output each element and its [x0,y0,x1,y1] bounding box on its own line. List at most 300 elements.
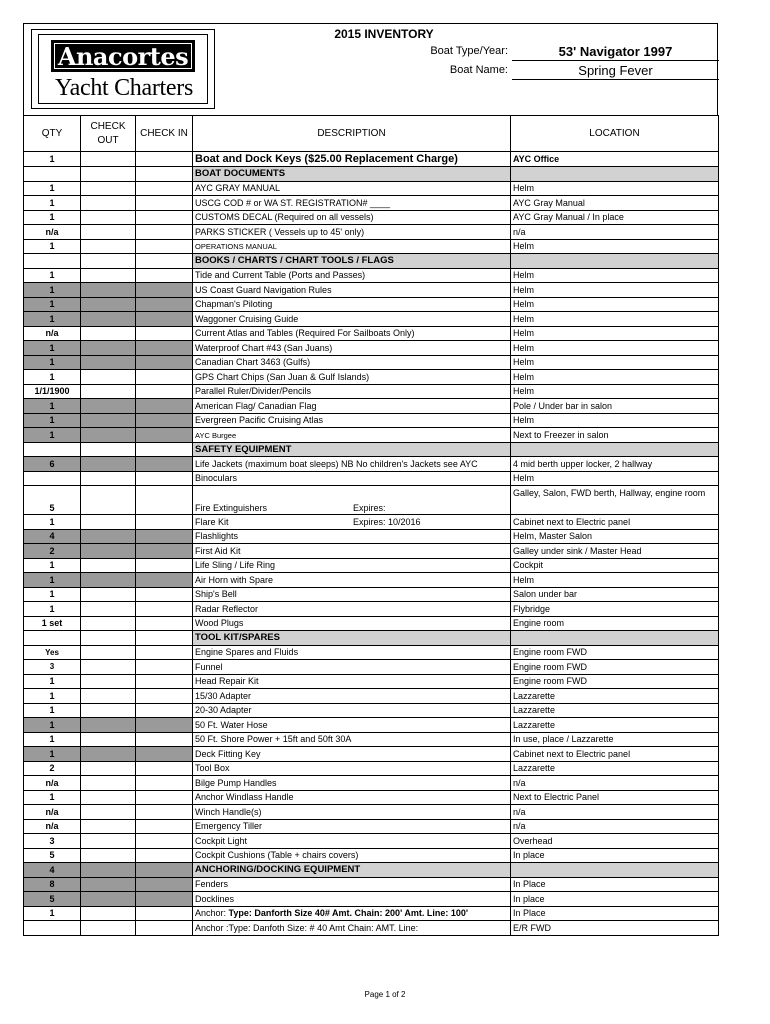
description-cell [193,515,511,530]
boat-name-value[interactable]: Spring Fever [512,62,719,80]
qty-cell: 1 [24,297,81,312]
section-header-row [24,254,719,269]
check-out-cell[interactable] [81,732,136,747]
check-out-cell[interactable] [81,587,136,602]
check-out-cell[interactable] [81,848,136,863]
inventory-row [24,268,719,283]
check-out-cell[interactable] [81,225,136,240]
check-out-cell[interactable] [81,399,136,414]
location-cell: Engine room FWD [511,645,719,660]
qty-cell: 1/1/1900 [24,384,81,399]
qty-cell: 1 [24,674,81,689]
check-in-cell[interactable] [136,312,193,327]
check-in-cell[interactable] [136,892,193,907]
location-cell [511,863,719,878]
check-out-cell[interactable] [81,602,136,617]
qty-cell: 1 [24,312,81,327]
location-cell: Helm [511,268,719,283]
inventory-row [24,544,719,559]
description-cell [193,877,511,892]
qty-cell: 1 [24,268,81,283]
column-header-description: DESCRIPTION [193,116,511,152]
check-in-cell[interactable] [136,355,193,370]
location-cell: Lazzarette [511,703,719,718]
check-in-cell[interactable] [136,674,193,689]
inventory-row [24,645,719,660]
qty-cell [24,471,81,486]
check-in-cell[interactable] [136,196,193,211]
check-in-cell[interactable] [136,515,193,530]
check-in-cell[interactable] [136,529,193,544]
check-in-cell[interactable] [136,848,193,863]
qty-cell [24,921,81,936]
location-cell: Galley, Salon, FWD berth, Hallway, engine room [511,486,719,515]
check-in-cell[interactable] [136,834,193,849]
item-description: Waterproof Chart #43 (San Juans) [195,342,333,353]
check-in-cell[interactable] [136,413,193,428]
check-out-cell[interactable] [81,674,136,689]
location-cell: Cabinet next to Electric panel [511,747,719,762]
check-out-cell[interactable] [81,747,136,762]
location-cell: Lazzarette [511,718,719,733]
check-in-cell[interactable] [136,167,193,182]
check-out-cell[interactable] [81,413,136,428]
description-cell [193,776,511,791]
check-out-cell[interactable] [81,326,136,341]
check-in-cell[interactable] [136,225,193,240]
qty-cell: 6 [24,457,81,472]
qty-cell: 1 [24,602,81,617]
location-cell: Helm [511,283,719,298]
check-out-cell[interactable] [81,863,136,878]
check-out-cell[interactable] [81,239,136,254]
check-out-cell[interactable] [81,819,136,834]
item-description: Binoculars [195,473,238,484]
check-out-cell[interactable] [81,616,136,631]
check-in-cell[interactable] [136,297,193,312]
description-cell [193,413,511,428]
check-out-cell[interactable] [81,877,136,892]
item-description: Cockpit Cushions (Table + chairs covers) [195,850,359,861]
check-in-cell[interactable] [136,558,193,573]
item-description: GPS Chart Chips (San Juan & Gulf Islands) [195,371,370,382]
check-out-cell[interactable] [81,341,136,356]
check-in-cell[interactable] [136,776,193,791]
description-cell [193,297,511,312]
check-in-cell[interactable] [136,428,193,443]
inventory-row [24,239,719,254]
inventory-row [24,732,719,747]
description-cell [193,181,511,196]
location-cell: Next to Freezer in salon [511,428,719,443]
check-out-cell[interactable] [81,196,136,211]
check-in-cell[interactable] [136,254,193,269]
check-in-cell[interactable] [136,399,193,414]
item-description: Flashlights [195,531,239,542]
check-in-cell[interactable] [136,689,193,704]
location-cell: Helm [511,341,719,356]
description-cell [193,225,511,240]
check-out-cell[interactable] [81,660,136,675]
location-cell: In Place [511,906,719,921]
boat-type-value[interactable]: 53' Navigator 1997 [512,43,719,61]
check-out-cell[interactable] [81,384,136,399]
column-header-qty: QTY [24,116,81,152]
check-out-cell[interactable] [81,892,136,907]
item-description: Emergency Tiller [195,821,263,832]
qty-cell: 1 [24,703,81,718]
inventory-row [24,384,719,399]
check-in-cell[interactable] [136,486,193,515]
inventory-row [24,558,719,573]
check-in-cell[interactable] [136,732,193,747]
location-cell: Helm [511,181,719,196]
check-in-cell[interactable] [136,863,193,878]
location-cell: AYC Gray Manual [511,196,719,211]
location-cell: Engine room FWD [511,660,719,675]
item-description: Current Atlas and Tables (Required For Sailboats Only) [195,328,415,339]
item-description: Fire Extinguishers [195,503,268,513]
inventory-row [24,196,719,211]
description-cell [193,558,511,573]
item-description: Waggoner Cruising Guide [195,313,299,324]
check-in-cell[interactable] [136,602,193,617]
item-description: Tool Box [195,763,230,774]
qty-cell: 1 [24,573,81,588]
inventory-row [24,529,719,544]
section-header-row [24,863,719,878]
inventory-row [24,747,719,762]
check-in-cell[interactable] [136,239,193,254]
item-description: Radar Reflector [195,603,259,614]
description-cell [193,732,511,747]
check-out-cell[interactable] [81,906,136,921]
qty-cell: 1 [24,587,81,602]
item-description: Evergreen Pacific Cruising Atlas [195,415,324,426]
item-description: Anchor :Type: Danfoth Size: # 40 Amt Chain: AMT. Line: [195,922,419,933]
check-out-cell[interactable] [81,355,136,370]
location-cell: Helm [511,355,719,370]
item-description: PARKS STICKER ( Vessels up to 45' only) [195,226,365,237]
location-cell: Helm [511,471,719,486]
item-description: American Flag/ Canadian Flag [195,400,317,411]
inventory-row [24,761,719,776]
check-in-cell[interactable] [136,457,193,472]
description-cell [193,602,511,617]
check-in-cell[interactable] [136,703,193,718]
inventory-sheet [23,23,718,936]
check-out-cell[interactable] [81,457,136,472]
description-cell [193,457,511,472]
location-cell: In Place [511,877,719,892]
item-description-detail: Type: Danforth Size 40# Amt. Chain: 200' Amt. Line: 100' [228,908,469,919]
item-description: AYC Burgee [195,430,237,440]
location-cell: Helm [511,413,719,428]
item-description: Engine Spares and Fluids [195,647,299,658]
qty-cell: 2 [24,544,81,559]
check-out-cell[interactable] [81,152,136,167]
location-cell [511,442,719,457]
check-in-cell[interactable] [136,790,193,805]
inventory-row [24,587,719,602]
check-in-cell[interactable] [136,645,193,660]
table-header-row [24,116,719,152]
qty-cell [24,167,81,182]
check-in-cell[interactable] [136,660,193,675]
location-cell: E/R FWD [511,921,719,936]
check-in-cell[interactable] [136,805,193,820]
check-in-cell[interactable] [136,718,193,733]
inventory-row [24,892,719,907]
check-in-cell[interactable] [136,819,193,834]
check-out-cell[interactable] [81,790,136,805]
location-cell: Lazzarette [511,689,719,704]
check-out-cell[interactable] [81,210,136,225]
inventory-row [24,515,719,530]
description-cell [193,645,511,660]
location-cell: Pole / Under bar in salon [511,399,719,414]
check-out-cell[interactable] [81,558,136,573]
location-cell: Galley under sink / Master Head [511,544,719,559]
qty-cell: 1 set [24,616,81,631]
check-out-cell[interactable] [81,268,136,283]
check-out-cell[interactable] [81,529,136,544]
section-title: BOOKS / CHARTS / CHART TOOLS / FLAGS [193,254,511,269]
check-out-cell[interactable] [81,428,136,443]
qty-cell: 3 [24,660,81,675]
check-out-cell[interactable] [81,805,136,820]
description-cell [193,326,511,341]
check-out-cell[interactable] [81,631,136,646]
column-header-check-out: CHECK OUT [81,116,136,152]
check-out-cell[interactable] [81,544,136,559]
check-in-cell[interactable] [136,747,193,762]
description-cell [193,341,511,356]
location-cell: n/a [511,805,719,820]
location-cell: Flybridge [511,602,719,617]
expiration-label: Expires: [353,503,386,513]
qty-cell: 5 [24,892,81,907]
inventory-row [24,660,719,675]
inventory-row [24,428,719,443]
check-in-cell[interactable] [136,471,193,486]
location-cell: n/a [511,819,719,834]
qty-cell: n/a [24,805,81,820]
description-cell [193,790,511,805]
description-cell [193,921,511,936]
inventory-row [24,471,719,486]
qty-cell: 1 [24,283,81,298]
description-cell [193,471,511,486]
section-title: ANCHORING/DOCKING EQUIPMENT [193,863,511,878]
check-out-cell[interactable] [81,442,136,457]
boat-name-label: Boat Name: [449,64,508,76]
inventory-row [24,921,719,936]
check-in-cell[interactable] [136,341,193,356]
check-out-cell[interactable] [81,283,136,298]
item-description: Cockpit Light [195,835,248,846]
check-in-cell[interactable] [136,587,193,602]
location-cell [511,167,719,182]
item-description: CUSTOMS DECAL (Required on all vessels) [195,212,374,223]
item-description-prefix: Anchor: [195,908,229,919]
item-description: Life Jackets (maximum boat sleeps) NB No children's Jackets see AYC [195,458,478,469]
check-out-cell[interactable] [81,471,136,486]
logo-wordmark-bottom: Yacht Charters [54,75,193,101]
check-out-cell[interactable] [81,515,136,530]
inventory-row [24,834,719,849]
check-out-cell[interactable] [81,921,136,936]
inventory-row [24,225,719,240]
section-title: SAFETY EQUIPMENT [193,442,511,457]
description-cell [193,210,511,225]
check-out-cell[interactable] [81,486,136,515]
location-cell [511,631,719,646]
inventory-row [24,210,719,225]
check-in-cell[interactable] [136,877,193,892]
qty-cell: n/a [24,776,81,791]
inventory-row [24,181,719,196]
inventory-row [24,152,719,167]
check-out-cell[interactable] [81,573,136,588]
check-in-cell[interactable] [136,573,193,588]
check-in-cell[interactable] [136,181,193,196]
check-in-cell[interactable] [136,326,193,341]
description-cell [193,399,511,414]
check-out-cell[interactable] [81,703,136,718]
inventory-row [24,790,719,805]
description-cell [193,370,511,385]
item-description: Anchor Windlass Handle [195,792,294,803]
check-out-cell[interactable] [81,761,136,776]
check-out-cell[interactable] [81,181,136,196]
location-cell: Overhead [511,834,719,849]
check-in-cell[interactable] [136,283,193,298]
item-description: US Coast Guard Navigation Rules [195,284,332,295]
check-out-cell[interactable] [81,776,136,791]
check-in-cell[interactable] [136,761,193,776]
check-in-cell[interactable] [136,210,193,225]
check-out-cell[interactable] [81,312,136,327]
location-cell: Helm [511,573,719,588]
qty-cell: 1 [24,355,81,370]
check-in-cell[interactable] [136,370,193,385]
inventory-row [24,776,719,791]
inventory-row [24,573,719,588]
description-cell [193,718,511,733]
section-title: TOOL KIT/SPARES [193,631,511,646]
qty-cell [24,631,81,646]
check-in-cell[interactable] [136,906,193,921]
inventory-row [24,283,719,298]
qty-cell: 1 [24,747,81,762]
boat-type-label: Boat Type/Year: [430,45,508,57]
description-cell [193,573,511,588]
qty-cell: 1 [24,152,81,167]
item-description: AYC GRAY MANUAL [195,183,281,194]
check-in-cell[interactable] [136,921,193,936]
item-description: Bilge Pump Handles [195,777,277,788]
item-description: Boat and Dock Keys ($25.00 Replacement Charge) [195,153,458,165]
check-out-cell[interactable] [81,718,136,733]
check-in-cell[interactable] [136,442,193,457]
qty-cell: 1 [24,790,81,805]
item-description: Flare Kit [195,516,229,527]
qty-cell: 4 [24,863,81,878]
location-cell: Cockpit [511,558,719,573]
item-description: First Aid Kit [195,545,241,556]
description-cell [193,747,511,762]
check-in-cell[interactable] [136,152,193,167]
section-header-row [24,631,719,646]
item-description: Docklines [195,893,235,904]
description-cell [193,848,511,863]
qty-cell: 1 [24,181,81,196]
qty-cell [24,254,81,269]
check-out-cell[interactable] [81,689,136,704]
check-out-cell[interactable] [81,254,136,269]
check-out-cell[interactable] [81,370,136,385]
check-in-cell[interactable] [136,384,193,399]
location-cell: Cabinet next to Electric panel [511,515,719,530]
qty-cell: 4 [24,529,81,544]
location-cell: 4 mid berth upper locker, 2 hallway [511,457,719,472]
description-cell [193,355,511,370]
item-description: 15/30 Adapter [195,690,252,701]
qty-cell: 1 [24,239,81,254]
check-in-cell[interactable] [136,631,193,646]
inventory-row [24,689,719,704]
check-out-cell[interactable] [81,645,136,660]
inventory-row [24,326,719,341]
description-cell [193,529,511,544]
inventory-row [24,312,719,327]
description-cell [193,805,511,820]
check-in-cell[interactable] [136,616,193,631]
item-description: 20-30 Adapter [195,705,252,716]
description-cell [193,660,511,675]
inventory-row [24,399,719,414]
location-cell: In place [511,892,719,907]
inventory-row [24,674,719,689]
qty-cell: 1 [24,906,81,921]
page-number: Page 1 of 2 [364,990,406,999]
check-in-cell[interactable] [136,544,193,559]
inventory-table [23,115,719,936]
location-cell: n/a [511,225,719,240]
check-out-cell[interactable] [81,834,136,849]
item-description: 50 Ft. Shore Power + 15ft and 50ft 30A [195,734,352,745]
description-cell [193,689,511,704]
qty-cell: 1 [24,399,81,414]
check-out-cell[interactable] [81,167,136,182]
description-cell [193,239,511,254]
item-description: Winch Handle(s) [195,806,262,817]
location-cell: Helm [511,312,719,327]
check-out-cell[interactable] [81,297,136,312]
inventory-row [24,413,719,428]
description-cell [193,283,511,298]
item-description: Wood Plugs [195,618,244,629]
location-cell: Helm [511,297,719,312]
location-cell: Next to Electric Panel [511,790,719,805]
qty-cell: 8 [24,877,81,892]
item-description: Head Repair Kit [195,676,259,687]
location-cell: Helm [511,326,719,341]
inventory-row [24,602,719,617]
qty-cell: 3 [24,834,81,849]
check-in-cell[interactable] [136,268,193,283]
